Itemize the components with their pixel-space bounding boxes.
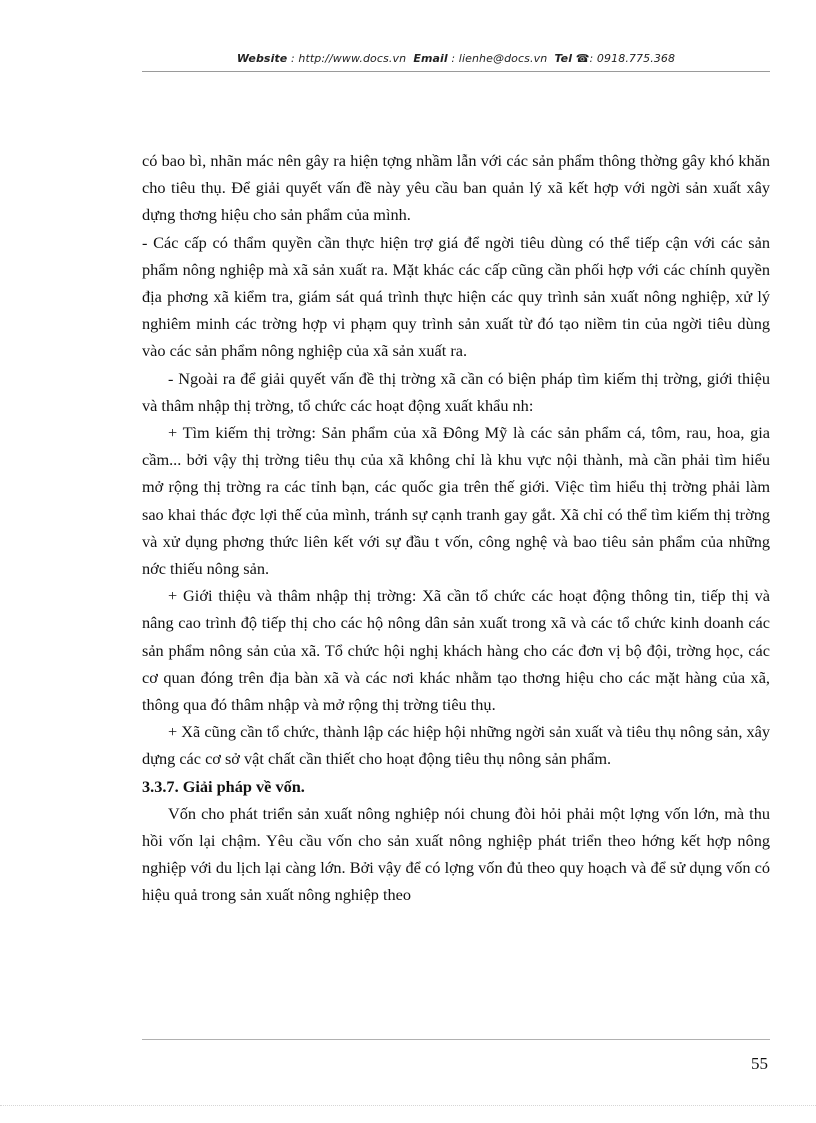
tel-value: : 0918.775.368 (589, 52, 676, 65)
page-number: 55 (751, 1054, 768, 1073)
email-label: Email (413, 52, 448, 65)
paragraph-1: có bao bì, nhãn mác nên gây ra hiện tợng nhầm lẫn với các sản phẩm thông thờng gây khó khăn cho tiêu thụ. Để giải quyết vấn đề này yêu cầu ban quản lý xã kết hợp với ngời sản xuất xây dựng thơng hiệu cho sản phẩm của mình. (142, 151, 770, 225)
website-value: : http://www.docs.vn (290, 52, 407, 65)
paragraph-2: - Các cấp có thẩm quyền cần thực hiện trợ giá để ngời tiêu dùng có thể tiếp cận với các sản phẩm nông nghiệp mà xã sản xuất ra. Mặt khác các cấp cũng cần phối hợp với các chính quyền địa phơng xã kiểm tra, giám sát quá trình thực hiện các quy trình sản xuất nông nghiệp, xử lý nghiêm minh các trờng hợp vi phạm quy trình sản xuất từ đó tạo niềm tin của ngời tiêu dùng vào các sản phẩm nông nghiệp của xã sản xuất ra. (142, 232, 770, 361)
paragraph-4: + Tìm kiếm thị trờng: Sản phẩm của xã Đông Mỹ là các sản phẩm cá, tôm, rau, hoa, gia cầm... bởi vậy thị trờng tiêu thụ của xã không chỉ là khu vực nội thành, mà cần phải tìm hiểu mở rộng thị trờng ra các tỉnh bạn, các quốc gia trên thế giới. Việc tìm hiểu thị trờng phải làm sao khai thác đợc lợi thế của mình, tránh sự cạnh tranh gay gắt. Xã chỉ có thể tìm kiếm thị trờng và xử dụng phơng thức liên kết với sự đầu t vốn, công nghệ và bao tiêu sản phẩm của những nớc thiếu nông sản. (142, 423, 770, 579)
section-heading: 3.3.7. Giải pháp về vốn. (142, 776, 305, 796)
paragraph-5: + Giới thiệu và thâm nhập thị trờng: Xã cần tổ chức các hoạt động thông tin, tiếp thị và nâng cao trình độ tiếp thị cho các hộ nông dân sản xuất trong xã và các tổ chức kinh doanh các sản phẩm nông sản của xã. Tổ chức hội nghị khách hàng cho các đơn vị bộ đội, trờng học, các cơ quan đóng trên địa bàn xã và các nơi khác nhằm tạo thơng hiệu cho các mặt hàng của xã, thông qua đó thâm nhập và mở rộng thị trờng tiêu thụ. (142, 586, 770, 715)
phone-icon: ☎ (575, 52, 590, 65)
paragraph-7: Vốn cho phát triển sản xuất nông nghiệp nói chung đòi hỏi phải một lợng vốn lớn, mà thu hồi vốn lại chậm. Yêu cầu vốn cho sản xuất nông nghiệp phát triển theo hớng kết hợp nông nghiệp với du lịch lại càng lớn. Bởi vậy để có lợng vốn đủ theo quy hoạch và để sử dụng vốn có hiệu quả trong sản xuất nông nghiệp theo (142, 803, 770, 905)
page-bottom-border (0, 1105, 816, 1106)
paragraph-6: + Xã cũng cần tổ chức, thành lập các hiệp hội những ngời sản xuất và tiêu thụ nông sản, xây dựng các cơ sở vật chất cần thiết cho hoạt động tiêu thụ nông sản phẩm. (142, 722, 770, 769)
page-header (142, 52, 770, 70)
footer-rule (142, 1039, 770, 1040)
tel-label: Tel (554, 52, 573, 65)
email-value: : lienhe@docs.vn (451, 52, 548, 65)
paragraph-3: - Ngoài ra để giải quyết vấn đề thị trờng xã cần có biện pháp tìm kiếm thị trờng, giới thiệu và thâm nhập thị trờng, tổ chức các hoạt động xuất khẩu nh: (142, 368, 770, 415)
website-label: Website (236, 52, 288, 65)
document-body (142, 147, 770, 909)
header-rule (142, 71, 770, 72)
